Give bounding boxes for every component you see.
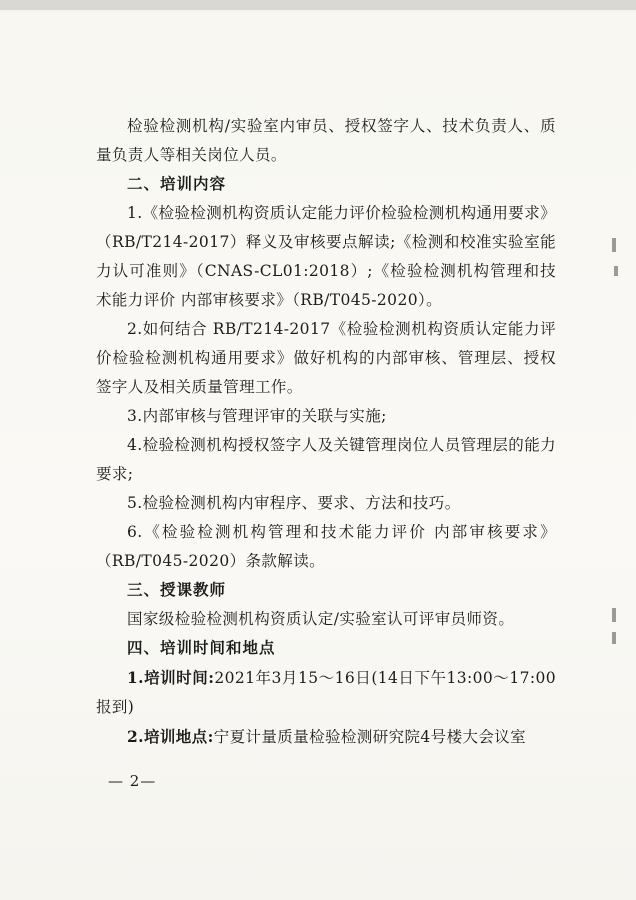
intro-paragraph: 检验检测机构/实验室内审员、授权签字人、技术负责人、质量负责人等相关岗位人员。 <box>96 117 556 164</box>
training-place-value: 宁夏计量质量检验检测研究院4号楼大会议室 <box>213 728 527 746</box>
content-item-4: 4.检验检测机构授权签字人及关键管理岗位人员管理层的能力要求; <box>96 436 556 483</box>
scan-edge-mark <box>612 608 616 622</box>
scan-edge-mark <box>612 632 616 644</box>
training-time-value: 2021年3月15～16日(14日下午13:00～17:00报到) <box>96 669 556 716</box>
content-item-3: 3.内部审核与管理评审的关联与实施; <box>127 407 387 425</box>
document-body <box>96 112 556 752</box>
page-number: — 2— <box>108 772 157 790</box>
training-place-label: 2.培训地点: <box>127 727 214 746</box>
section-heading-training-content: 二、培训内容 <box>127 175 227 193</box>
content-item-5: 5.检验检测机构内审程序、要求、方法和技巧。 <box>127 494 461 512</box>
scan-edge-mark <box>614 266 618 276</box>
section-heading-instructors: 三、授课教师 <box>127 581 227 599</box>
content-item-6: 6.《检验检测机构管理和技术能力评价 内部审核要求》（RB/T045-2020）条款解读。 <box>96 523 556 570</box>
instructors-text: 国家级检验检测机构资质认定/实验室认可评审员师资。 <box>127 610 515 628</box>
section-heading-time-place: 四、培训时间和地点 <box>127 639 276 657</box>
scan-edge-mark <box>612 238 616 252</box>
training-place <box>96 722 556 752</box>
content-item-2: 2.如何结合 RB/T214-2017《检验检测机构资质认定能力评价检验检测机构通用要求》做好机构的内部审核、管理层、授权签字人及相关质量管理工作。 <box>96 320 556 396</box>
scan-top-edge <box>0 0 636 10</box>
training-time-label: 1.培训时间: <box>127 668 215 687</box>
content-item-1: 1.《检验检测机构资质认定能力评价检验检测机构通用要求》（RB/T214-2017）释义及审核要点解读;《检测和校准实验室能力认可准则》（CNAS-CL01:2018）;《检验检测机构管理和技术能力评价 内部审核要求》（RB/T045-2020）。 <box>96 204 556 309</box>
training-time <box>96 663 556 722</box>
